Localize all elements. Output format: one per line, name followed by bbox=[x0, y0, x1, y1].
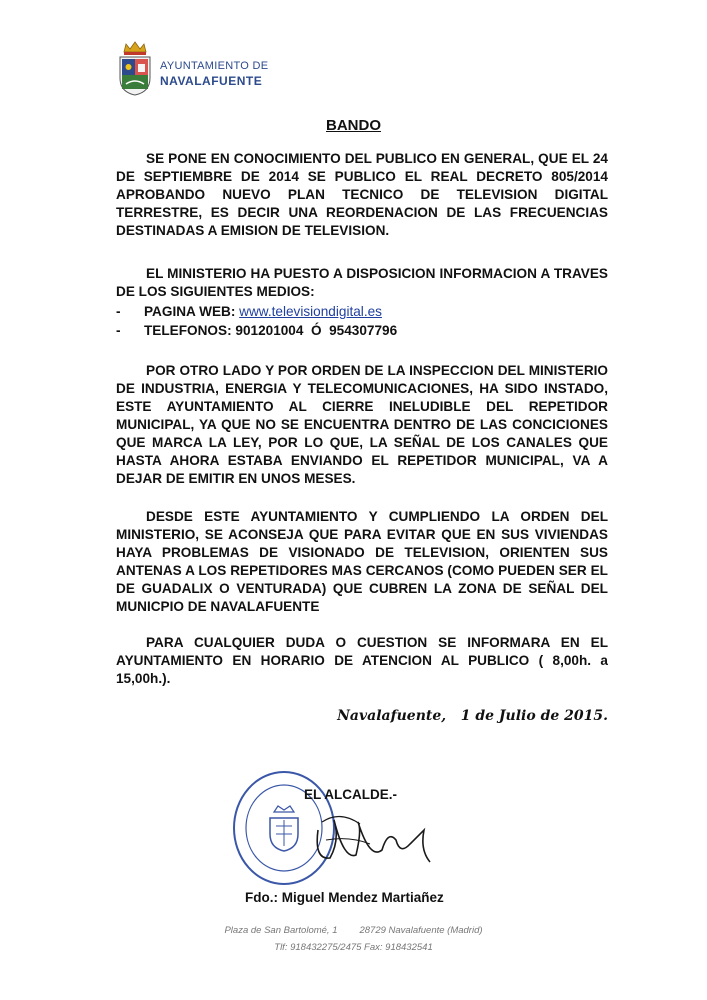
list-bullet: - bbox=[116, 304, 121, 319]
handwritten-signature bbox=[300, 800, 450, 870]
paragraph-antenna-advice bbox=[116, 508, 608, 616]
phone-number-2: 954307796 bbox=[329, 323, 398, 338]
phones-label: TELEFONOS: bbox=[144, 323, 236, 338]
footer-street: Plaza de San Bartolomé, 1 bbox=[224, 925, 338, 936]
paragraph-contact-hours-text: PARA CUALQUIER DUDA O CUESTION SE INFORMARA EN EL AYUNTAMIENTO EN HORARIO DE ATENCION AL PUBLICO ( 8,00h. a 15,00h.). bbox=[116, 635, 608, 686]
org-line-1: AYUNTAMIENTO DE bbox=[160, 60, 269, 72]
paragraph-decree-text: SE PONE EN CONOCIMIENTO DEL PUBLICO EN GENERAL, QUE EL 24 DE SEPTIEMBRE DE 2014 SE PUBLICO EL REAL DECRETO 805/2014 APROBANDO NUEVO PLAN TECNICO DE TELEVISION DIGITAL TERRESTRE, ES DECIR UNA REORDENACION DE LAS FRECUENCIAS DESTINADAS A EMISION DE TELEVISION. bbox=[116, 151, 608, 238]
footer-address bbox=[0, 925, 707, 936]
list-bullet: - bbox=[116, 323, 121, 338]
paragraph-repeater-closure bbox=[116, 362, 608, 488]
paragraph-decree bbox=[116, 150, 608, 240]
paragraph-repeater-closure-text: POR OTRO LADO Y POR ORDEN DE LA INSPECCION DEL MINISTERIO DE INDUSTRIA, ENERGIA Y TELECOMUNICACIONES, HA SIDO INSTADO, ESTE AYUNTAMIENTO AL CIERRE INELUDIBLE DEL REPETIDOR MUNICIPAL, YA QUE NO SE ENCUENTRA DENTRO DE LAS CONCICIONES QUE MARCA LA LEY, POR LO QUE, LA SEÑAL DE LOS CANALES QUE HASTA AHORA ESTABA ENVIANDO EL REPETIDOR MUNICIPAL, VA A DEJAR DE EMITIR EN UNOS MESES. bbox=[116, 363, 608, 486]
paragraph-ministry-text: EL MINISTERIO HA PUESTO A DISPOSICION INFORMACION A TRAVES DE LOS SIGUIENTES MEDIOS: bbox=[116, 266, 608, 299]
paragraph-contact-hours bbox=[116, 634, 608, 688]
list-item-phones bbox=[116, 321, 397, 340]
organization-name bbox=[160, 60, 268, 88]
footer-postal: 28729 Navalafuente (Madrid) bbox=[359, 925, 483, 936]
signed-by: Fdo.: Miguel Mendez Martiañez bbox=[245, 890, 444, 905]
mayor-title: EL ALCALDE.- bbox=[304, 787, 397, 802]
phone-separator: Ó bbox=[303, 323, 330, 338]
paragraph-ministry bbox=[116, 265, 608, 301]
document-title: BANDO bbox=[326, 117, 381, 134]
footer-contact: Tlf: 918432275/2475 Fax: 918432541 bbox=[274, 942, 433, 953]
document-date: Navalafuente, 1 de Julio de 2015. bbox=[337, 708, 608, 724]
web-label: PAGINA WEB: bbox=[144, 304, 240, 319]
coat-of-arms-icon bbox=[116, 40, 154, 96]
paragraph-antenna-advice-text: DESDE ESTE AYUNTAMIENTO Y CUMPLIENDO LA ORDEN DEL MINISTERIO, SE ACONSEJA QUE PARA EVITAR QUE EN SUS VIVIENDAS HAYA PROBLEMAS DE VISIONADO DE TELEVISION, ORIENTEN SUS ANTENAS A LOS REPETIDORES MAS CERCANOS (COMO PUEDEN SER EL DE GUADALIX O VENTURADA) QUE CUBREN LA ZONA DE SEÑAL DEL MUNICPIO DE NAVALAFUENTE bbox=[116, 509, 608, 614]
info-channels-list bbox=[116, 302, 397, 340]
list-item-web bbox=[116, 302, 397, 321]
website-link[interactable]: www.televisiondigital.es bbox=[239, 304, 382, 319]
phone-number-1: 901201004 bbox=[235, 323, 304, 338]
org-line-2: NAVALAFUENTE bbox=[160, 74, 263, 88]
